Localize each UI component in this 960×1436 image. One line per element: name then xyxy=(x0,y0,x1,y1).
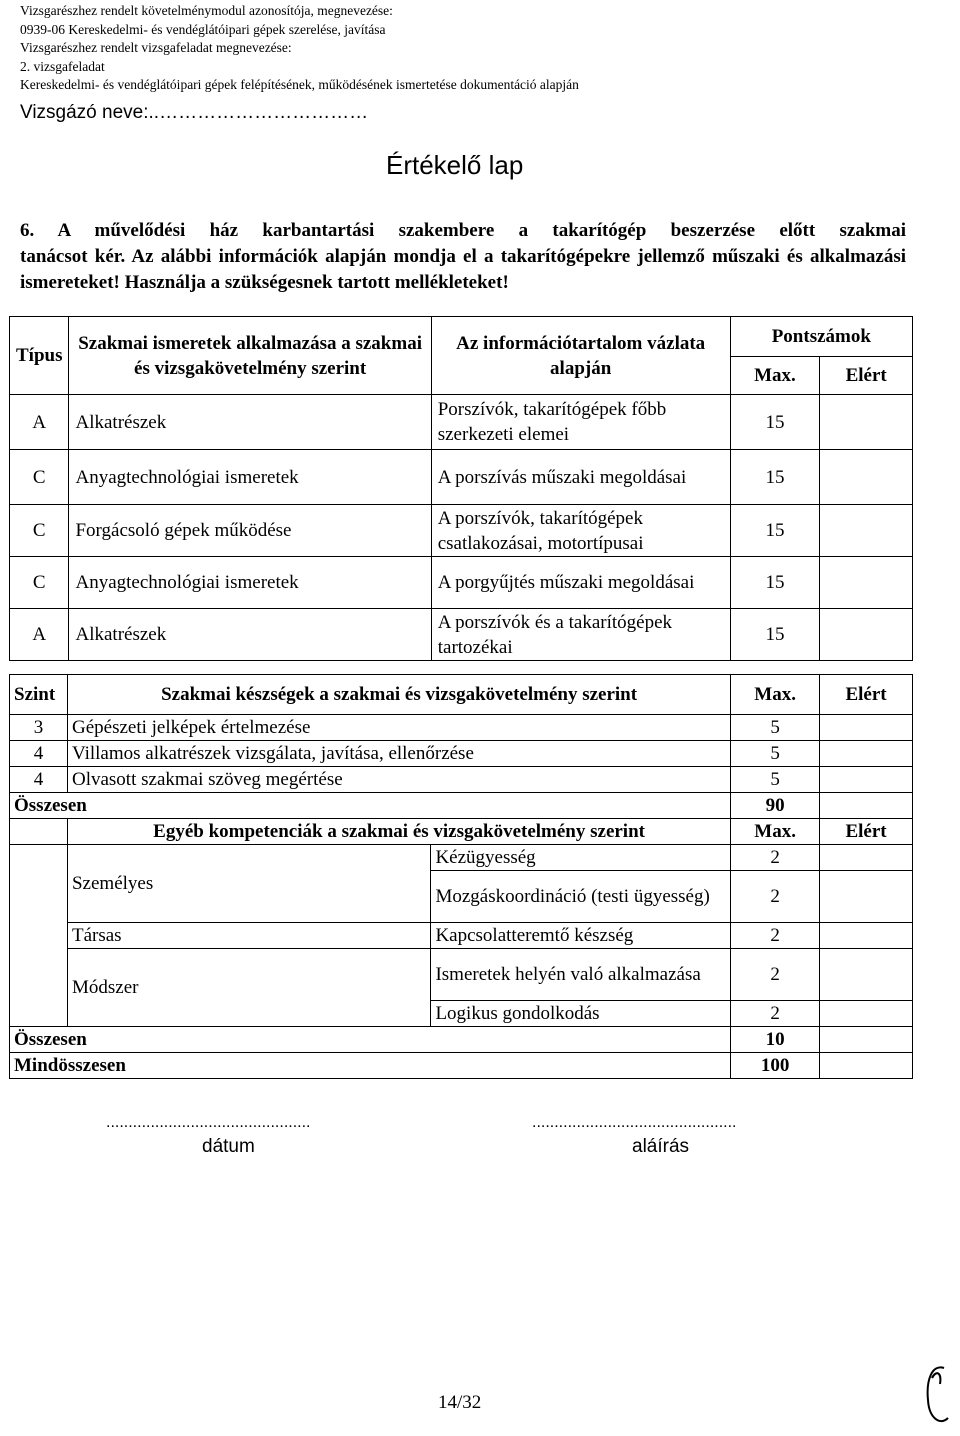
skill-elert[interactable] xyxy=(820,715,913,741)
document-header xyxy=(20,2,579,95)
header-line: 2. vizsgafeladat xyxy=(20,58,105,74)
competency-elert[interactable] xyxy=(820,1001,913,1027)
table-row xyxy=(10,505,913,557)
page-number: 14/32 xyxy=(438,1392,482,1413)
total2-elert[interactable] xyxy=(820,1027,913,1053)
header-tipus: Típus xyxy=(10,317,69,395)
row-info: A porszívók és a takarítógépek tartozékai xyxy=(431,609,730,661)
grand-total-value: 100 xyxy=(731,1053,820,1079)
row-type: C xyxy=(10,557,69,609)
header-elert-2: Elért xyxy=(820,819,913,845)
row-topic: Anyagtechnológiai ismeretek xyxy=(69,450,431,505)
row-type: A xyxy=(10,609,69,661)
knowledge-table xyxy=(9,316,913,661)
row-elert[interactable] xyxy=(820,609,913,661)
competency-name: Kézügyesség xyxy=(431,845,731,871)
skill-max: 5 xyxy=(731,715,820,741)
row-topic: Alkatrészek xyxy=(69,609,431,661)
skill-elert[interactable] xyxy=(820,741,913,767)
competency-name: Logikus gondolkodás xyxy=(431,1001,731,1027)
header-szakmai: Szakmai ismeretek alkalmazása a szakmai és vizsgakövetelmény szerint xyxy=(69,317,431,395)
header-info: Az információtartalom vázlata alapján xyxy=(431,317,730,395)
row-max: 15 xyxy=(730,395,820,450)
row-elert[interactable] xyxy=(820,505,913,557)
row-topic: Anyagtechnológiai ismeretek xyxy=(69,557,431,609)
row-max: 15 xyxy=(730,505,820,557)
skills-table xyxy=(9,674,913,1079)
row-max: 15 xyxy=(730,557,820,609)
row-max: 15 xyxy=(730,450,820,505)
skill-level: 3 xyxy=(10,715,68,741)
header-max: Max. xyxy=(731,675,820,715)
header-line: Vizsgarészhez rendelt követelménymodul azonosítója, megnevezése: xyxy=(20,3,393,18)
skill-max: 5 xyxy=(731,741,820,767)
category-personal: Személyes xyxy=(67,845,430,923)
category-social: Társas xyxy=(67,923,430,949)
table-row xyxy=(10,741,913,767)
header-skills: Szakmai készségek a szakmai és vizsgakövetelmény szerint xyxy=(67,675,730,715)
signature-line: .............................................. xyxy=(532,1114,737,1131)
task-description xyxy=(20,218,906,296)
header-elert: Elért xyxy=(820,675,913,715)
row-elert[interactable] xyxy=(820,450,913,505)
skill-name: Gépészeti jelképek értelmezése xyxy=(67,715,730,741)
row-max: 15 xyxy=(730,609,820,661)
category-method: Módszer xyxy=(67,949,430,1027)
total1-elert[interactable] xyxy=(820,793,913,819)
date-line: .............................................. xyxy=(106,1114,311,1131)
competency-max: 2 xyxy=(731,923,820,949)
competency-elert[interactable] xyxy=(820,923,913,949)
grand-total-label: Mindösszesen xyxy=(10,1053,731,1079)
row-elert[interactable] xyxy=(820,395,913,450)
row-info: A porgyűjtés műszaki megoldásai xyxy=(431,557,730,609)
table-row xyxy=(10,609,913,661)
row-info: Porszívók, takarítógépek főbb szerkezeti elemei xyxy=(431,395,730,450)
skill-elert[interactable] xyxy=(820,767,913,793)
table-row xyxy=(10,450,913,505)
competency-name: Mozgáskoordináció (testi ügyesség) xyxy=(431,871,731,923)
competency-elert[interactable] xyxy=(820,949,913,1001)
table-row xyxy=(10,395,913,450)
row-type: C xyxy=(10,450,69,505)
row-topic: Forgácsoló gépek működése xyxy=(69,505,431,557)
row-type: C xyxy=(10,505,69,557)
header-szint: Szint xyxy=(10,675,68,715)
page-title: Értékelő lap xyxy=(386,150,524,180)
competency-elert[interactable] xyxy=(820,871,913,923)
competency-max: 2 xyxy=(731,845,820,871)
total2-label: Összesen xyxy=(10,1027,731,1053)
row-topic: Alkatrészek xyxy=(69,395,431,450)
grand-total-elert[interactable] xyxy=(820,1053,913,1079)
competency-max: 2 xyxy=(731,949,820,1001)
row-elert[interactable] xyxy=(820,557,913,609)
skill-max: 5 xyxy=(731,767,820,793)
header-pontszamok: Pontszámok xyxy=(730,317,912,357)
header-other: Egyéb kompetenciák a szakmai és vizsgakövetelmény szerint xyxy=(67,819,730,845)
header-line: 0939-06 Kereskedelmi- és vendéglátóipari gépek szerelése, javítása xyxy=(20,21,386,37)
skill-name: Villamos alkatrészek vizsgálata, javítása, ellenőrzése xyxy=(67,741,730,767)
header-elert: Elért xyxy=(820,357,913,395)
table-row xyxy=(10,715,913,741)
total1-label: Összesen xyxy=(10,793,731,819)
task-line-rest: tanácsot kér. Az alábbi információk alapján mondja el a takarítógépekre jellemző műszaki és alkalmazási ismereteket! Használja a szükségesnek tartott mellékleteket! xyxy=(20,246,906,293)
competency-name: Kapcsolatteremtő készség xyxy=(431,923,731,949)
skill-level: 4 xyxy=(10,767,68,793)
table-row xyxy=(10,557,913,609)
candidate-name-field: Vizsgázó neve:..…………………………… xyxy=(20,102,369,123)
signature-label: aláírás xyxy=(632,1136,690,1157)
task-line-1: 6. A művelődési ház karbantartási szakembere a takarítógép beszerzése előtt szakmai xyxy=(20,220,906,241)
total2-value: 10 xyxy=(731,1027,820,1053)
total1-value: 90 xyxy=(731,793,820,819)
competency-name: Ismeretek helyén való alkalmazása xyxy=(431,949,731,1001)
skill-name: Olvasott szakmai szöveg megértése xyxy=(67,767,730,793)
row-info: A porszívás műszaki megoldásai xyxy=(431,450,730,505)
header-line: Kereskedelmi- és vendéglátóipari gépek felépítésének, működésének ismertetése dokumentáció alapján xyxy=(20,77,579,93)
competency-elert[interactable] xyxy=(820,845,913,871)
row-type: A xyxy=(10,395,69,450)
date-label: dátum xyxy=(202,1136,255,1157)
header-max-2: Max. xyxy=(731,819,820,845)
table-row xyxy=(10,767,913,793)
handwritten-initial-icon xyxy=(922,1360,952,1430)
header-line: Vizsgarészhez rendelt vizsgafeladat megnevezése: xyxy=(20,40,292,56)
skill-level: 4 xyxy=(10,741,68,767)
row-info: A porszívók, takarítógépek csatlakozásai, motortípusai xyxy=(431,505,730,557)
competency-max: 2 xyxy=(731,1001,820,1027)
competency-max: 2 xyxy=(731,871,820,923)
header-max: Max. xyxy=(730,357,820,395)
